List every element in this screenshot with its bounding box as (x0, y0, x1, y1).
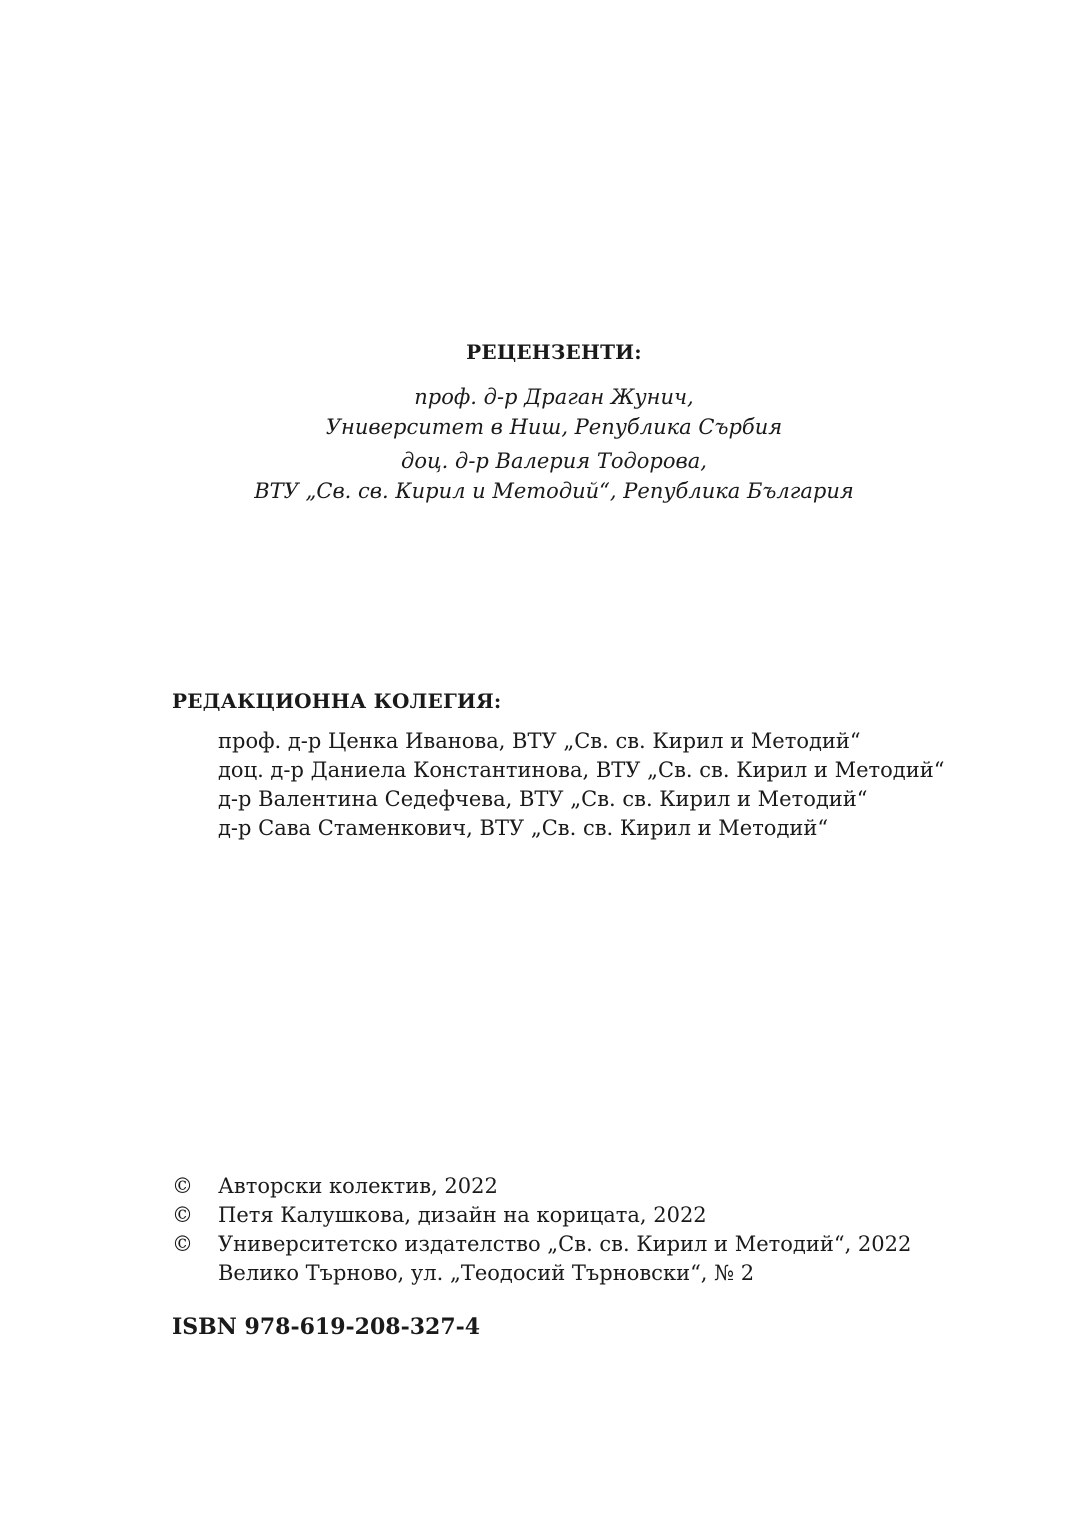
copyright-text: Петя Калушкова, дизайн на корицата, 2022 (218, 1203, 707, 1227)
board-member: д-р Сава Стаменкович, ВТУ „Св. св. Кирил и Методий“ (218, 816, 829, 840)
isbn-number: ISBN 978-619-208-327-4 (172, 1314, 481, 1340)
board-member: д-р Валентина Седефчева, ВТУ „Св. св. Кирил и Методий“ (218, 787, 868, 811)
copyright-row (172, 1201, 1032, 1230)
editorial-board-section (172, 689, 1032, 843)
copyright-icon: © (172, 1203, 193, 1227)
copyright-icon: © (172, 1174, 193, 1198)
reviewers-heading: РЕЦЕНЗЕНТИ: (466, 340, 642, 364)
copyright-section (172, 1172, 1032, 1288)
copyright-text-block (218, 1230, 911, 1288)
copyright-row (172, 1230, 1032, 1288)
editorial-board-heading: РЕДАКЦИОННА КОЛЕГИЯ: (172, 689, 502, 713)
copyright-text: Университетско издателство „Св. св. Кирил и Методий“, 2022 (218, 1232, 912, 1256)
copyright-text: Авторски колектив, 2022 (218, 1174, 498, 1198)
board-member: проф. д-р Ценка Иванова, ВТУ „Св. св. Кирил и Методий“ (218, 729, 861, 753)
board-member: доц. д-р Даниела Константинова, ВТУ „Св. св. Кирил и Методий“ (218, 758, 945, 782)
reviewer-name: проф. д-р Драган Жунич, (414, 385, 694, 409)
editorial-board-list (218, 727, 1032, 843)
reviewer-entry (0, 446, 1080, 506)
publisher-address: Велико Търново, ул. „Теодосий Търновски“, № 2 (218, 1261, 755, 1285)
reviewer-entry (0, 382, 1080, 442)
reviewer-affiliation: ВТУ „Св. св. Кирил и Методий“, Република България (254, 479, 854, 503)
reviewer-name: доц. д-р Валерия Тодорова, (401, 449, 707, 473)
reviewers-section (0, 340, 1080, 510)
copyright-icon: © (172, 1232, 193, 1256)
copyright-row (172, 1172, 1032, 1201)
reviewer-affiliation: Университет в Ниш, Република Сърбия (325, 415, 783, 439)
